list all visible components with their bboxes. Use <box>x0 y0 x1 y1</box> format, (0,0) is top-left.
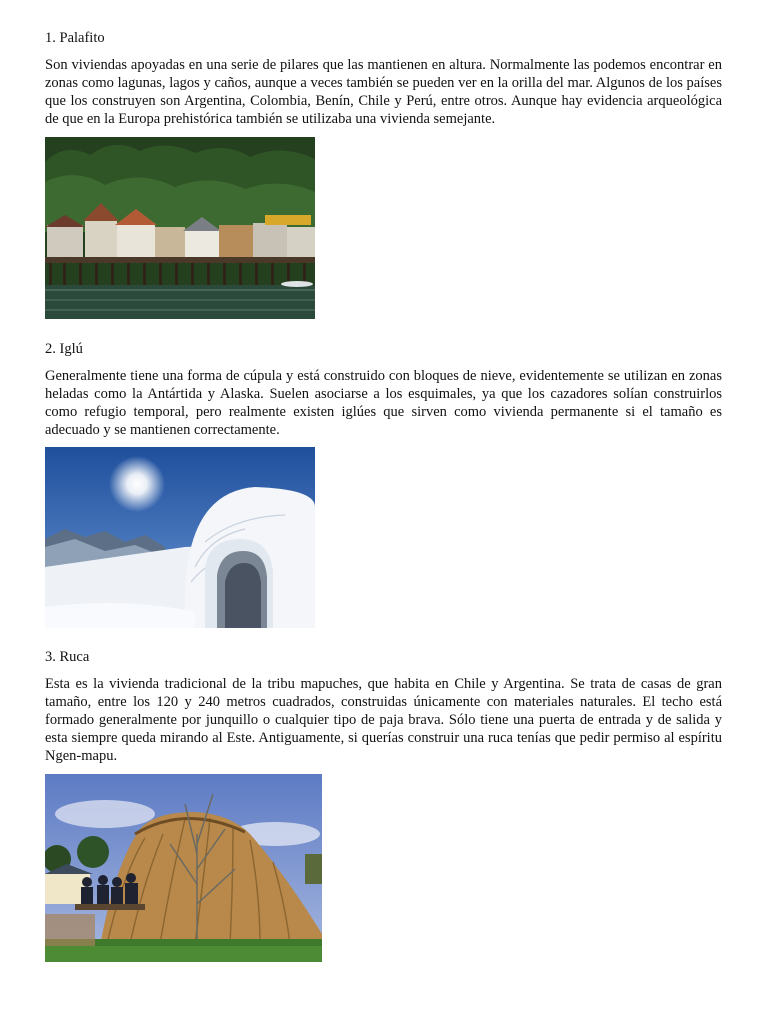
section-heading-iglu: 2. Iglú <box>45 341 83 357</box>
ruca-photo <box>45 774 322 962</box>
section-heading-palafito: 1. Palafito <box>45 30 105 46</box>
section-text-iglu: Generalmente tiene una forma de cúpula y está construido con bloques de nieve, evidentemente se utilizan en zonas heladas como la Antártida y Alaska. Suelen asociarse a los esquimales, ya que los cazadores solían construirlos como refugio temporal, pero realmente existen iglúes que sirven como vivienda permanente si el tamaño es adecuado y se mantienen correctamente. <box>45 368 722 438</box>
iglu-photo <box>45 447 315 628</box>
palafito-photo <box>45 137 315 319</box>
section-text-palafito: Son viviendas apoyadas en una serie de pilares que las mantienen en altura. Normalmente las podemos encontrar en zonas como lagunas, lagos y caños, aunque a veces también se pueden ver en la orilla del mar. Algunos de los países que los construyen son Argentina, Colombia, Benín, Chile y Perú, entre otros. Aunque hay evidencia arqueológica de que en la Europa prehistórica también se utilizaba una vivienda semejante. <box>45 57 722 127</box>
section-text-ruca: Esta es la vivienda tradicional de la tribu mapuches, que habita en Chile y Argentina. Se trata de casas de gran tamaño, entre los 120 y 240 metros cuadrados, construidas únicamente con materiales naturales. El techo está formado generalmente por junquillo o cualquier tipo de paja brava. Sólo tiene una puerta de entrada y de salida y esta siempre queda mirando al Este. Antiguamente, si querías construir una ruca tenías que pedir permiso al espíritu Ngen-mapu. <box>45 676 722 764</box>
section-heading-ruca: 3. Ruca <box>45 649 90 665</box>
